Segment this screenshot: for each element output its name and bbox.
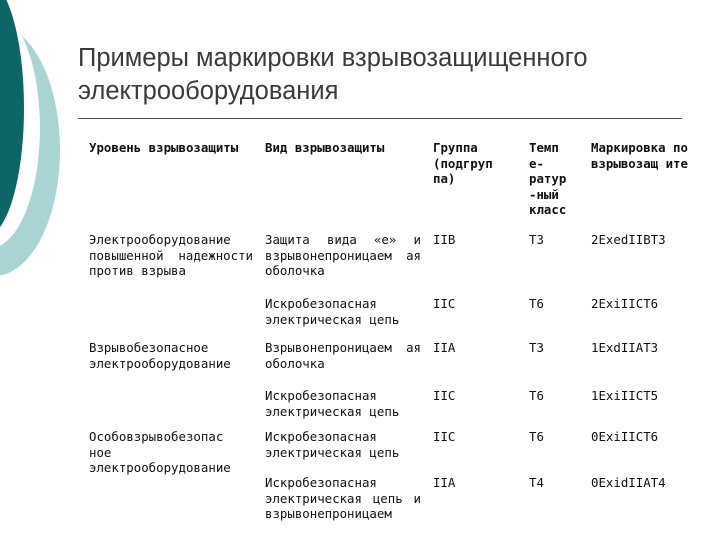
group-cell: IIA (427, 472, 523, 540)
temp-cell: Т6 (523, 426, 585, 472)
type-cell: Защита вида «е» и взрывонепроницаем ая оболочка (259, 229, 427, 293)
title-divider (78, 118, 682, 119)
group-cell: IIB (427, 229, 523, 293)
temp-cell: Т4 (523, 472, 585, 540)
temp-cell: Т3 (523, 229, 585, 293)
marking-cell: 1ExdIIAT3 (585, 337, 707, 385)
marking-cell: 1ExiIICT5 (585, 385, 707, 426)
group-cell: IIA (427, 337, 523, 385)
table-row (83, 337, 707, 385)
type-cell: Искробезопасная электрическая цепь (259, 293, 427, 337)
marking-cell: 2ExiIICT6 (585, 293, 707, 337)
marking-cell: 2ExedIIBT3 (585, 229, 707, 293)
table-row (83, 229, 707, 293)
type-cell: Искробезопасная электрическая цепь (259, 385, 427, 426)
level-cell: Взрывобезопасное электрооборудование (83, 337, 259, 426)
temp-cell: Т3 (523, 337, 585, 385)
header-group: Группа (подгруп па) (427, 137, 523, 229)
marking-cell: 0ExidIIAT4 (585, 472, 707, 540)
level-cell: Электрооборудование повышенной надежности против взрыва (83, 229, 259, 337)
header-marking: Маркировка по взрывозащ ите (585, 137, 707, 229)
header-temperature-class: Темп е-ратур -ный класс (523, 137, 585, 229)
header-level: Уровень взрывозащиты (83, 137, 259, 229)
slide-title (78, 42, 708, 108)
temp-cell: Т6 (523, 293, 585, 337)
table-header-row (83, 137, 707, 229)
decorative-teal-shapes (0, 0, 90, 300)
title-line-2: электрооборудования (78, 77, 339, 105)
type-cell: Искробезопасная электрическая цепь (259, 426, 427, 472)
type-cell: Взрывонепроницаем ая оболочка (259, 337, 427, 385)
type-cell: Искробезопасная электрическая цепь и взрывонепроницаем (259, 472, 427, 540)
group-cell: IIC (427, 293, 523, 337)
title-line-1: Примеры маркировки взрывозащищенного (78, 44, 588, 72)
header-type: Вид взрывозащиты (259, 137, 427, 229)
temp-cell: Т6 (523, 385, 585, 426)
marking-table (82, 136, 707, 540)
level-cell: Особовзрывобезопас ное электрооборудование (83, 426, 259, 540)
table-row (83, 426, 707, 472)
group-cell: IIC (427, 385, 523, 426)
group-cell: IIC (427, 426, 523, 472)
marking-cell: 0ExiIICT6 (585, 426, 707, 472)
